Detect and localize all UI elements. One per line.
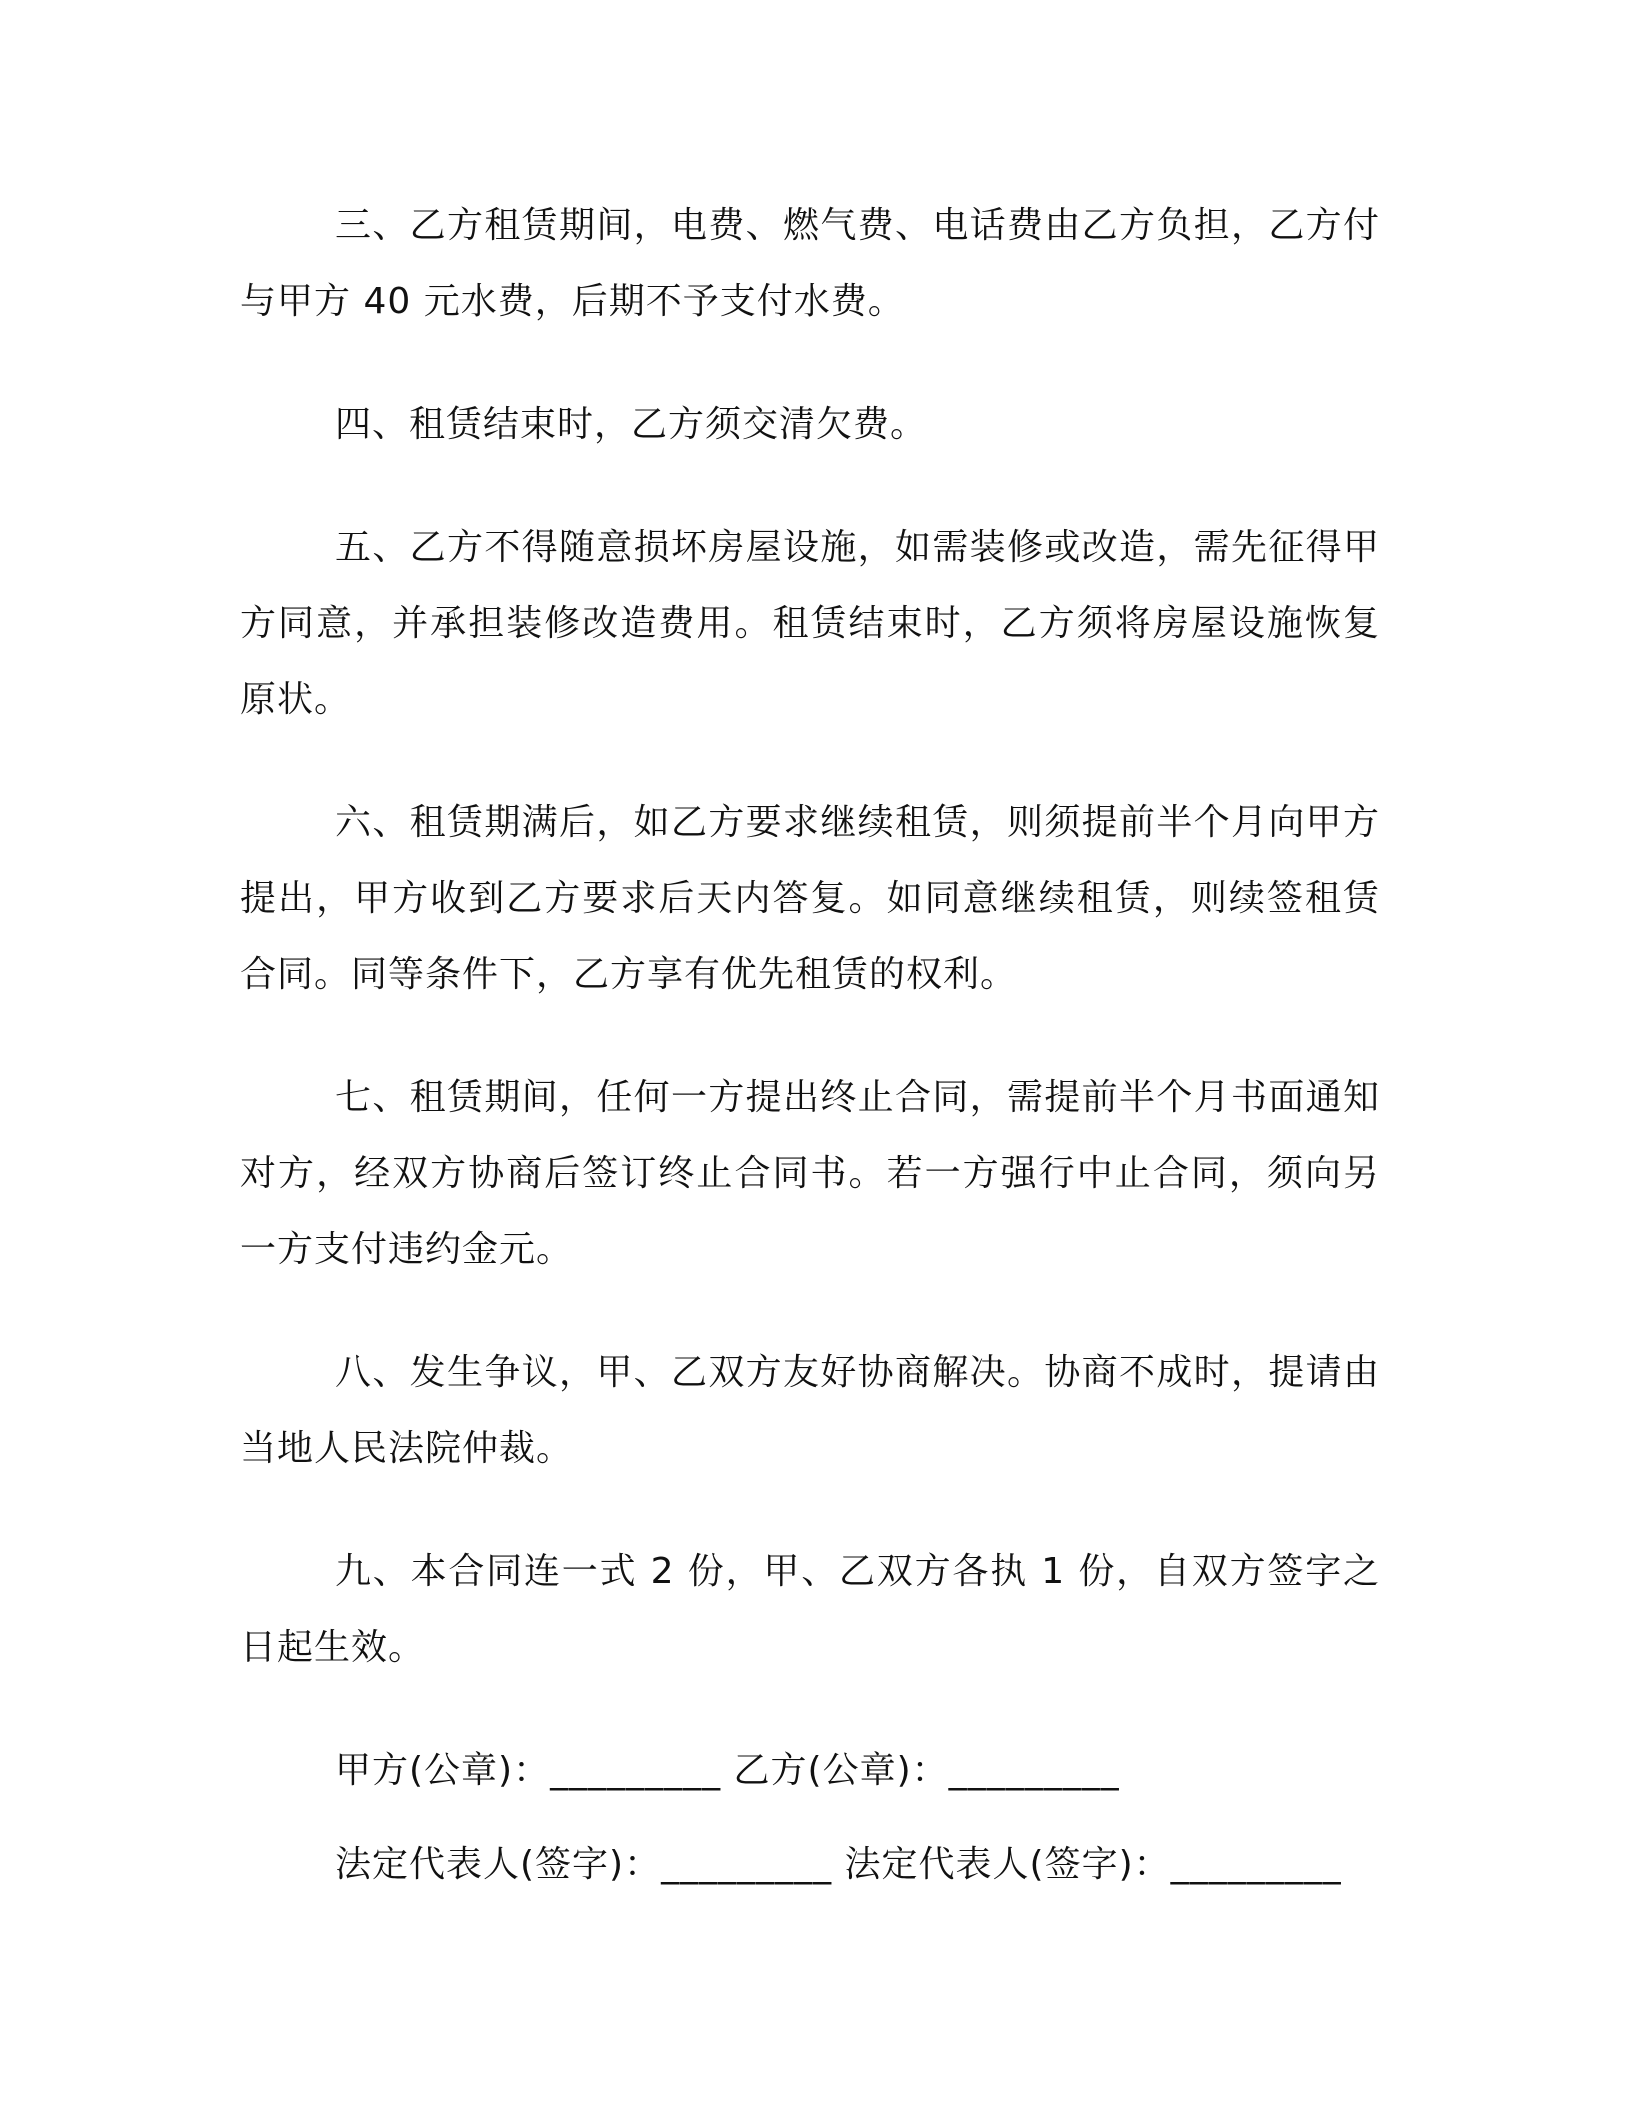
- clause-6: 六、租赁期满后，如乙方要求继续租赁，则须提前半个月向甲方提出，甲方收到乙方要求后天内答复。如同意继续租赁，则续签租赁合同。同等条件下，乙方享有优先租赁的权利。: [240, 802, 1380, 995]
- contract-body: [240, 188, 1380, 1921]
- seal-signature-line: 甲方(公章)：_________ 乙方(公章)：_________: [335, 1750, 1120, 1791]
- clause-5: 五、乙方不得随意损坏房屋设施，如需装修或改造，需先征得甲方同意，并承担装修改造费用。租赁结束时，乙方须将房屋设施恢复原状。: [240, 527, 1380, 720]
- clause-9: 九、本合同连一式 2 份，甲、乙双方各执 1 份，自双方签字之日起生效。: [240, 1551, 1380, 1668]
- clause-7: 七、租赁期间，任何一方提出终止合同，需提前半个月书面通知对方，经双方协商后签订终止合同书。若一方强行中止合同，须向另一方支付违约金元。: [240, 1077, 1380, 1270]
- clause-4: 四、租赁结束时，乙方须交清欠费。: [335, 404, 928, 445]
- representative-signature-line: 法定代表人(签字)：_________ 法定代表人(签字)：_________: [335, 1844, 1342, 1885]
- clause-8: 八、发生争议，甲、乙双方友好协商解决。协商不成时，提请由当地人民法院仲裁。: [240, 1352, 1380, 1469]
- clause-3: 三、乙方租赁期间，电费、燃气费、电话费由乙方负担，乙方付与甲方 40 元水费，后期不予支付水费。: [240, 205, 1380, 322]
